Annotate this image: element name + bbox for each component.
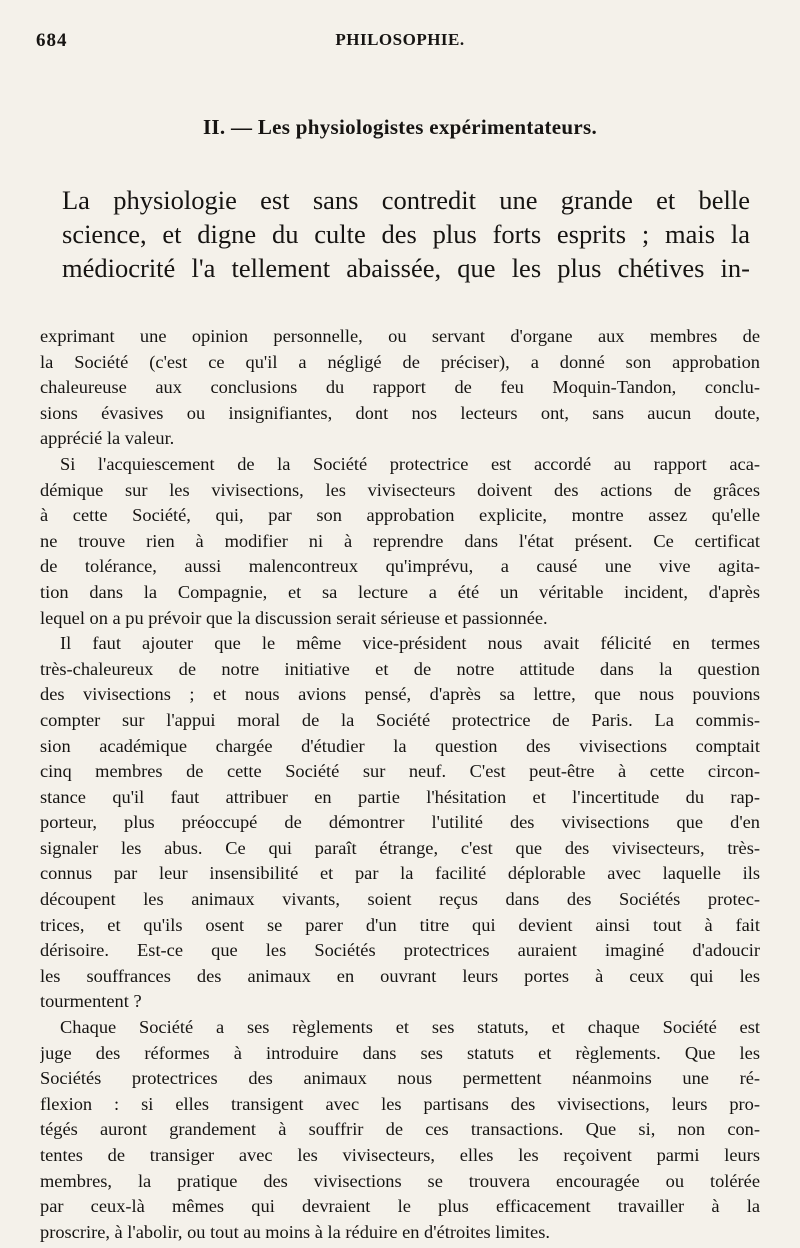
body-text [40, 324, 760, 1245]
running-head [36, 30, 764, 54]
text-line: ne trouve rien à modifier ni à reprendre dans l'état présent. Ce certificat [40, 530, 760, 551]
text-line: porteur, plus préoccupé de démontrer l'utilité des vivisections que d'en [40, 812, 760, 833]
text-line: Il faut ajouter que le même vice-président nous avait félicité en termes [60, 633, 760, 654]
running-title: PHILOSOPHIE. [335, 30, 465, 49]
text-line: juge des réformes à introduire dans ses statuts et règlements. Que les [40, 1042, 760, 1063]
text-line: tégés auront grandement à souffrir de ces transactions. Que si, non con- [40, 1119, 760, 1140]
text-line: tourmentent ? [40, 991, 142, 1012]
lead-paragraph [62, 183, 750, 285]
text-line: proscrire, à l'abolir, ou tout au moins à la réduire en d'étroites limites. [40, 1221, 550, 1242]
page-number: 684 [36, 30, 68, 51]
text-line: exprimant une opinion personnelle, ou servant d'organe aux membres de [40, 326, 760, 346]
text-line: sions évasives ou insignifiantes, dont nos lecteurs ont, sans aucun doute, [40, 402, 760, 423]
text-line: découpent les animaux vivants, soient reçus dans des Sociétés protec- [40, 889, 760, 910]
text-line: Si l'acquiescement de la Société protectrice est accordé au rapport aca- [60, 453, 760, 474]
text-line: flexion : si elles transigent avec les partisans des vivisections, leurs pro- [40, 1093, 760, 1114]
text-line: sion académique chargée d'étudier la question des vivisections comptait [40, 735, 760, 756]
text-line: cinq membres de cette Société sur neuf. C'est peut-être à cette circon- [40, 761, 760, 782]
lead-line: La physiologie est sans contredit une grande et belle [62, 185, 750, 215]
text-line: compter sur l'appui moral de la Société protectrice de Paris. La commis- [40, 709, 760, 730]
text-line: dérisoire. Est-ce que les Sociétés protectrices auraient imaginé d'adoucir [40, 940, 760, 961]
lead-line: science, et digne du culte des plus forts esprits ; mais la [62, 219, 750, 249]
text-line: démique sur les vivisections, les vivisecteurs doivent des actions de grâces [40, 479, 760, 500]
text-line: signaler les abus. Ce qui paraît étrange, c'est que des vivisecteurs, très- [40, 837, 760, 858]
text-line: connus par leur insensibilité et par la facilité déplorable avec laquelle ils [40, 863, 760, 884]
text-line: tion dans la Compagnie, et sa lecture a été un véritable incident, d'après [40, 581, 760, 602]
text-line: la Société (c'est ce qu'il a négligé de préciser), a donné son approbation [40, 351, 760, 372]
text-line: Sociétés protectrices des animaux nous permettent néanmoins une ré- [40, 1068, 760, 1089]
text-line: chaleureuse aux conclusions du rapport de feu Moquin-Tandon, conclu- [40, 377, 760, 398]
text-line: très-chaleureux de notre initiative et de notre attitude dans la question [40, 658, 760, 679]
text-line: Chaque Société a ses règlements et ses statuts, et chaque Société est [60, 1017, 760, 1038]
text-line: apprécié la valeur. [40, 428, 175, 449]
text-line: à cette Société, qui, par son approbation explicite, montre assez qu'elle [40, 505, 760, 526]
text-line: des vivisections ; et nous avions pensé, d'après sa lettre, que nous pouvions [40, 684, 760, 705]
text-line: stance qu'il faut attribuer en partie l'hésitation et l'incertitude du rap- [40, 786, 760, 807]
text-line: trices, et qu'ils osent se parer d'un titre qui devient ainsi tout à fait [40, 914, 760, 935]
text-line: tentes de transiger avec les vivisecteurs, elles les reçoivent parmi leurs [40, 1145, 760, 1165]
lead-line: médiocrité l'a tellement abaissée, que les plus chétives in- [62, 253, 750, 283]
text-line: membres, la pratique des vivisections se trouvera encouragée ou tolérée [40, 1170, 760, 1191]
text-line: de tolérance, aussi malencontreux qu'imprévu, a causé une vive agita- [40, 556, 760, 577]
text-line: par ceux-là mêmes qui devraient le plus efficacement travailler à la [40, 1196, 760, 1217]
text-line: les souffrances des animaux en ouvrant leurs portes à ceux qui les [40, 965, 760, 986]
section-heading: II. — Les physiologistes expérimentateurs. [202, 115, 598, 139]
text-line: lequel on a pu prévoir que la discussion serait sérieuse et passionnée. [40, 607, 548, 628]
